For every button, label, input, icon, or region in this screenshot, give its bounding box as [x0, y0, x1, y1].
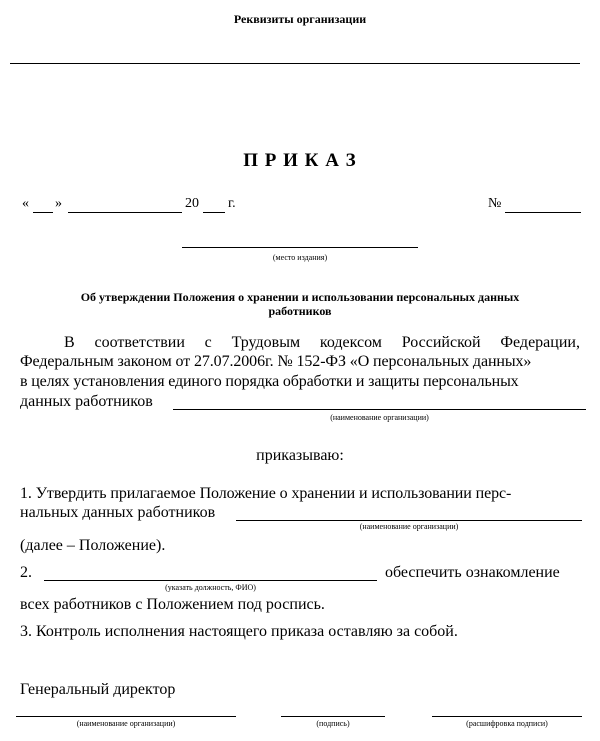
year-suffix: г. [228, 196, 236, 211]
item-1-line-3: (далее – Положение). [20, 537, 166, 554]
year-blank [203, 212, 225, 213]
day-open-quote: « [22, 196, 29, 211]
order-word: приказываю: [256, 447, 344, 464]
preamble-line-4: данных работников [20, 393, 153, 410]
preamble-org-line [173, 409, 586, 410]
preamble-line-2: Федеральным законом от 27.07.2006г. № 152-ФЗ «О персональных данных» [20, 353, 532, 370]
signature-decode-line [432, 716, 582, 717]
item-2-number: 2. [20, 564, 32, 581]
item-2-text: обеспечить ознакомление [385, 564, 560, 581]
signature-sign-line [281, 716, 385, 717]
preamble-word: Трудовым [231, 334, 301, 351]
preamble-word: с [204, 334, 212, 351]
place-caption: (место издания) [272, 253, 328, 262]
subject-line-2: работников [268, 304, 332, 318]
preamble-word: Российской [401, 334, 481, 351]
item-1-line-2: нальных данных работников [20, 504, 216, 521]
signature-sign-caption: (подпись) [316, 719, 350, 728]
item-1-line-1: 1. Утвердить прилагаемое Положение о хранении и использовании перс- [20, 485, 512, 502]
item-3: 3. Контроль исполнения настоящего приказа оставляю за собой. [20, 623, 458, 640]
day-blank [33, 212, 53, 213]
preamble-word: Федерации, [500, 334, 580, 351]
item-2-person-line [44, 580, 377, 581]
preamble-line-1 [64, 334, 580, 352]
preamble-word: В [64, 334, 75, 351]
preamble-word: соответствии [94, 334, 185, 351]
preamble-word: кодексом [319, 334, 382, 351]
item-2-line-2: всех работников с Положением под роспись. [20, 596, 325, 613]
day-close-quote: » [55, 196, 62, 211]
item-1-org-line [236, 520, 582, 521]
org-requisites-heading: Реквизиты организации [233, 12, 367, 26]
month-blank [68, 212, 182, 213]
order-number-blank [505, 212, 581, 213]
item-1-org-caption: (наименование организации) [359, 522, 459, 531]
item-2-person-caption: (указать должность, ФИО) [165, 583, 256, 592]
org-requisites-line [10, 63, 580, 64]
signature-org-line [16, 716, 236, 717]
subject-line-1: Об утверждении Положения о хранении и использовании персональных данных [80, 290, 520, 304]
signature-org-caption: (наименование организации) [76, 719, 176, 728]
signature-position: Генеральный директор [20, 681, 176, 698]
signature-decode-caption: (расшифровка подписи) [466, 719, 548, 728]
order-number-sign: № [488, 196, 502, 211]
place-line [182, 247, 418, 248]
year-prefix: 20 [185, 196, 199, 211]
preamble-line-3: в целях установления единого порядка обработки и защиты персональных [20, 373, 519, 390]
document-title: П Р И К А З [243, 150, 357, 171]
preamble-org-caption: (наименование организации) [330, 413, 429, 422]
